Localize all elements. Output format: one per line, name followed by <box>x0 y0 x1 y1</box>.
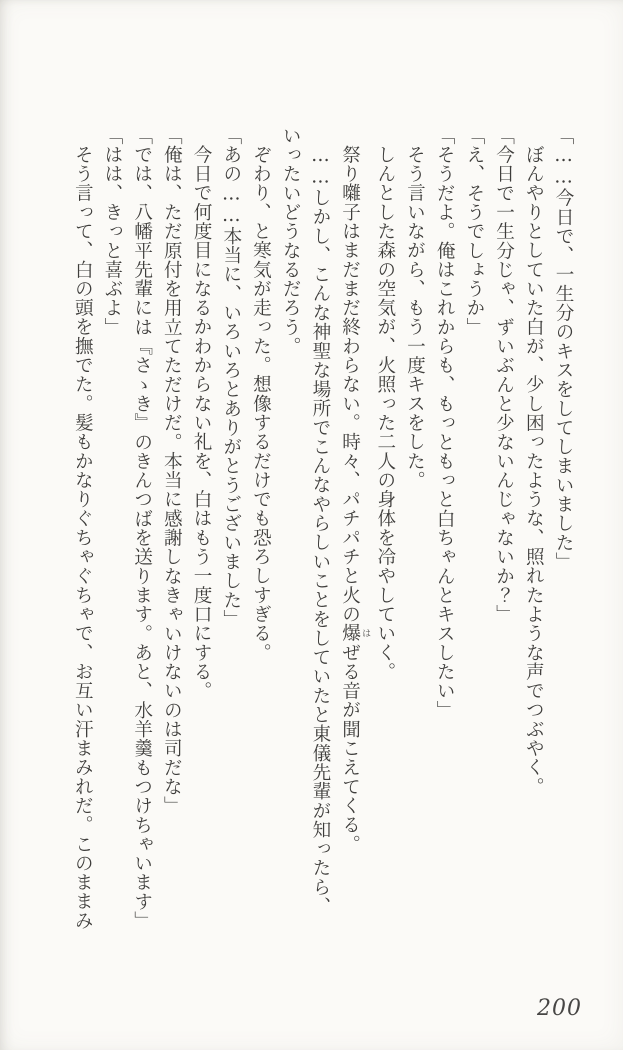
paragraph-dialogue: 「俺は、ただ原付を用立てただけだ。本当に感謝しなきゃいけないのは司だな」 <box>161 126 183 816</box>
paragraph-dialogue: 「はは、きっと喜ぶよ」 <box>101 126 123 337</box>
paragraph-narrative: そう言いながら、もう一度キスをした。 <box>404 144 426 490</box>
paragraph-narrative: 今日で何度目になるかわからない礼を、白はもう一度口にする。 <box>191 144 213 700</box>
page-number: 200 <box>537 996 582 1021</box>
paragraph-narrative: そう言って、白の頭を撫でた。髪もかなりぐちゃぐちゃで、お互い汗まみれだ。このままみ <box>72 144 94 930</box>
paragraph-dialogue: 「では、八幡平先輩には『さゝき』のきんつばを送ります。あと、水羊羹もつけちゃいます」 <box>131 126 153 931</box>
furigana-base: 爆 <box>339 623 361 643</box>
paragraph-narrative: ……しかし、こんな神聖な場所でこんなやらしいことをしていたと東儀先輩が知ったら、いったいどうなるだろう。 <box>280 126 331 916</box>
paragraph-dialogue: 「え、そうでしょうか」 <box>463 126 485 337</box>
paragraph-narrative: ぞわり、と寒気が走った。想像するだけでも恐ろしすぎる。 <box>250 144 272 662</box>
paragraph-dialogue: 「そうだよ。俺はこれからも、もっともっと白ちゃんとキスしたい」 <box>434 126 456 720</box>
paragraph-narrative <box>335 126 370 934</box>
paragraph-narrative: しんとした森の空気が、火照った二人の身体を冷やしていく。 <box>374 144 396 681</box>
paragraph-narrative: ぼんやりとしていた白が、少し困ったような、照れたような声でつぶやく。 <box>523 144 545 796</box>
novel-text-block <box>68 126 578 934</box>
paragraph-dialogue: 「今日で一生分じゃ、ずいぶんと少ないんじゃないか？」 <box>493 126 515 624</box>
paragraph-segment: ぜる音が聞こえてくる。 <box>339 642 361 854</box>
furigana <box>339 623 371 643</box>
furigana-reading: は <box>360 623 371 643</box>
paragraph-dialogue: 「あの……本当に、いろいろとありがとうございました」 <box>220 126 242 629</box>
paragraph-segment: 祭り囃子はまだまだ終わらない。時々、パチパチと火の <box>339 144 361 624</box>
paragraph-dialogue: 「……今日で、一生分のキスをしてしまいました」 <box>553 126 574 572</box>
